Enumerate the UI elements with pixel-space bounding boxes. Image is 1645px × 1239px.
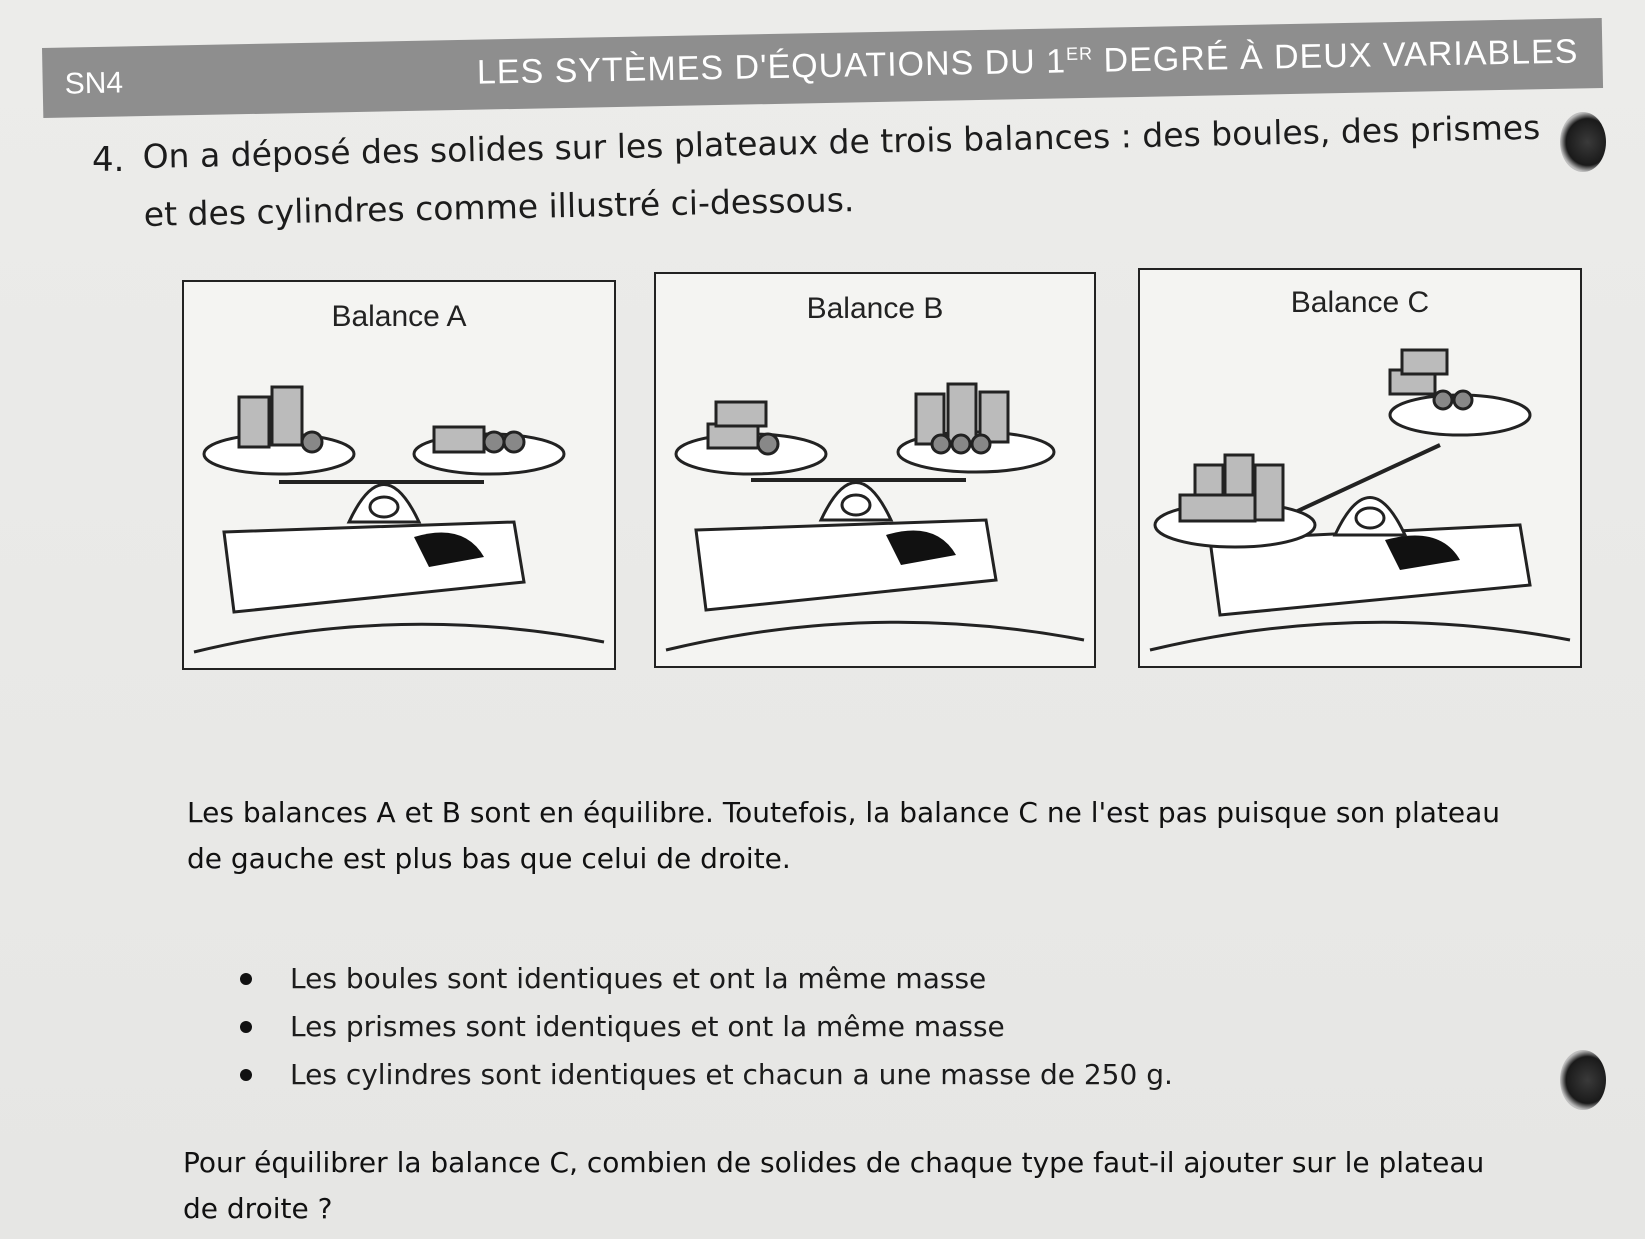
list-item: Les prismes sont identiques et ont la même masse (240, 1003, 1173, 1051)
balance-b-panel (654, 272, 1096, 668)
question-number: 4. (92, 140, 125, 180)
list-item: Les cylindres sont identiques et chacun a une masse de 250 g. (240, 1051, 1173, 1099)
balance-b-title: Balance B (806, 292, 944, 325)
question-text: On a déposé des solides sur les plateaux de trois balances : des boules, des prismes et des cylindres comme illustré ci-dessous. (142, 107, 1541, 234)
list-item: Les boules sont identiques et ont la même masse (240, 955, 1173, 1003)
paragraph-equilibrium: Les balances A et B sont en équilibre. Toutefois, la balance C ne l'est pas puisque son plateau de gauche est plus bas que celui de droite. (187, 796, 1501, 875)
balance-a-illustration (184, 282, 614, 668)
balance-c-illustration (1140, 270, 1580, 666)
balance-a-panel (182, 280, 616, 670)
punch-hole-icon (1560, 1050, 1606, 1110)
balance-b-illustration (656, 274, 1094, 666)
chapter-title: LES SYTÈMES D'ÉQUATIONS DU 1ER DEGRÉ À DEUX VARIABLES (476, 32, 1579, 92)
paragraph-question: Pour équilibrer la balance C, combien de solides de chaque type faut-il ajouter sur le plateau de droite ? (183, 1146, 1485, 1225)
bullet-dot-icon (240, 1021, 252, 1033)
balance-a-title: Balance A (331, 300, 467, 333)
bullet-dot-icon (240, 973, 252, 985)
balance-c-panel (1138, 268, 1582, 668)
chapter-code: SN4 (64, 66, 124, 101)
balance-c-title: Balance C (1290, 286, 1430, 319)
bullet-list (240, 955, 1173, 1099)
bullet-dot-icon (240, 1069, 252, 1081)
